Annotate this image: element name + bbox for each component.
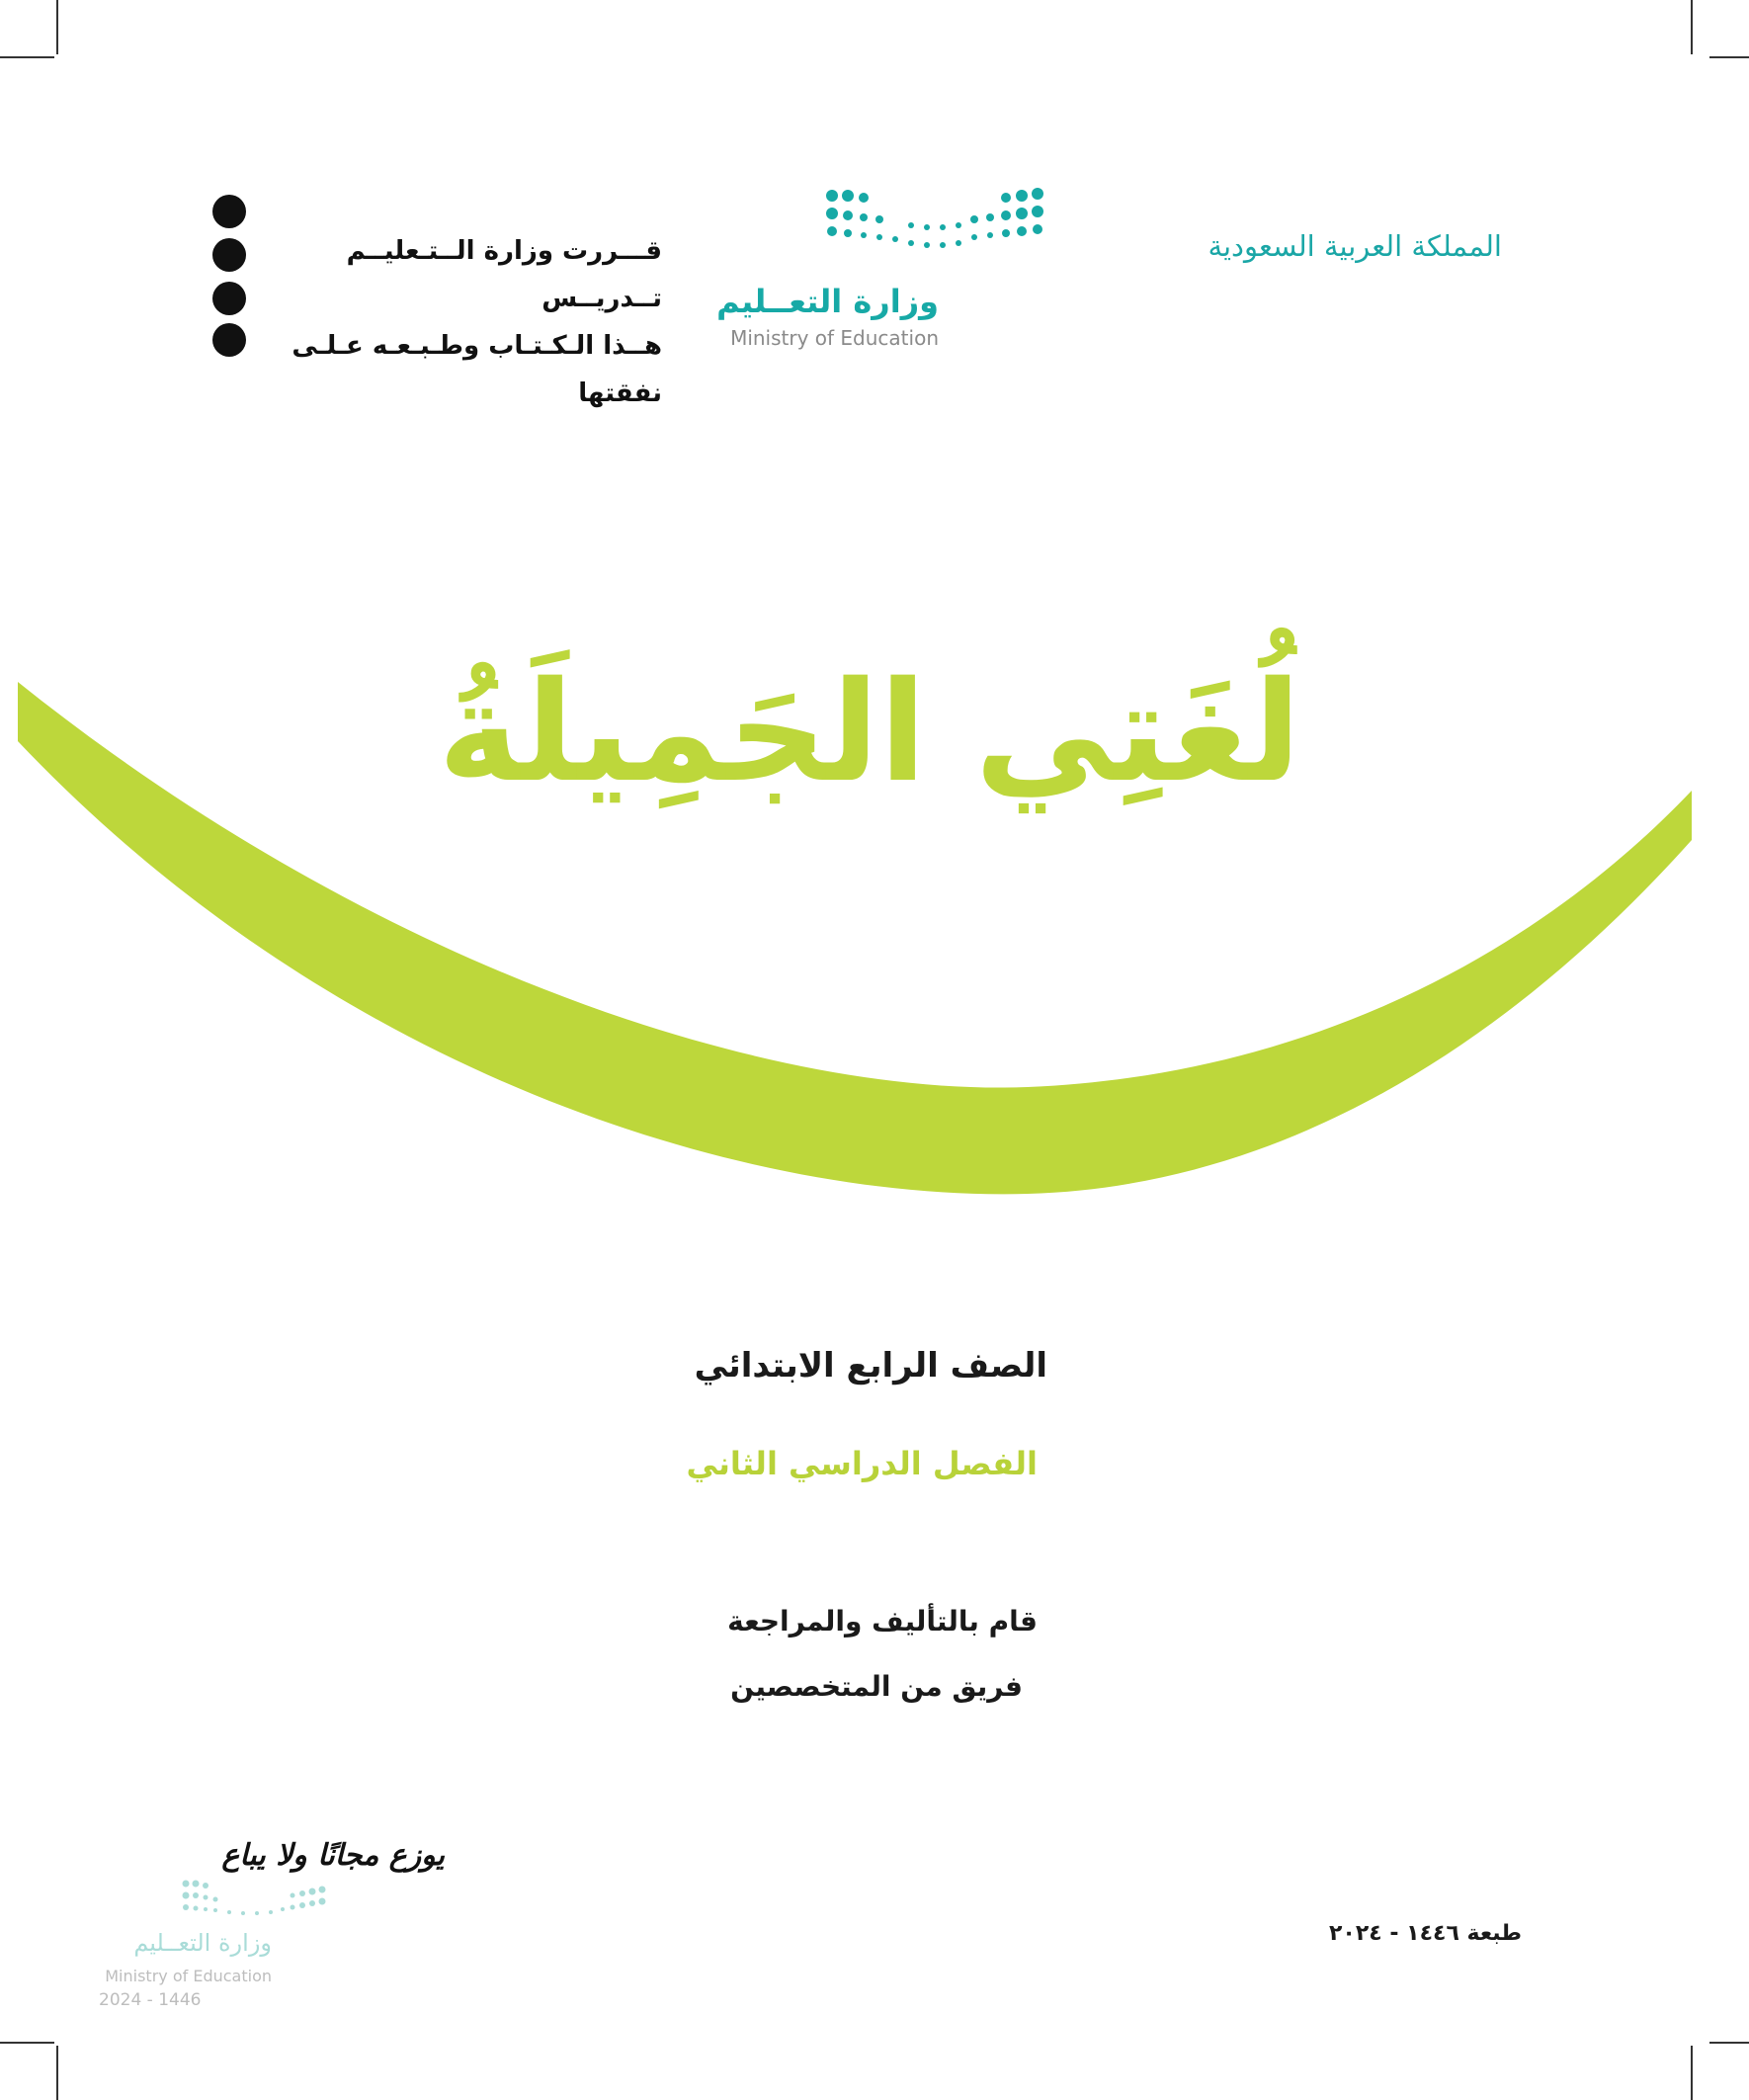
crop-mark-bottom-left-v	[56, 2046, 58, 2100]
authors-line-1: قام بالتأليف والمراجعة	[727, 1605, 1038, 1638]
crop-mark-top-right-h	[1709, 56, 1749, 58]
edition: طبعة ١٤٤٦ - ٢٠٢٤	[1328, 1921, 1522, 1946]
crop-mark-bottom-left-h	[0, 2042, 54, 2044]
crop-mark-bottom-right-h	[1709, 2042, 1749, 2044]
crop-mark-top-left-v	[56, 0, 58, 54]
free-distribution-note: يوزع مجانًا ولا يباع	[221, 1838, 445, 1873]
footer-year: 2024 - 1446	[99, 1990, 202, 2010]
ministry-logo-icon	[820, 186, 1047, 255]
crop-mark-top-right-v	[1691, 0, 1693, 54]
book-title: لُغَتِي الجَمِيلَةُ	[438, 652, 1301, 813]
ministry-name-en: Ministry of Education	[730, 326, 939, 350]
kingdom-name: المملكة العربية السعودية	[1208, 229, 1502, 263]
ministry-logo-small-icon	[180, 1878, 328, 1917]
grade-level: الصف الرابع الابتدائي	[694, 1346, 1047, 1386]
crop-mark-bottom-right-v	[1691, 2046, 1693, 2100]
footer-ministry-name-ar: وزارة التعــليم	[133, 1929, 272, 1957]
authors-line-2: فريق من المتخصصين	[730, 1670, 1023, 1703]
black-dots-icon	[209, 194, 249, 357]
ministry-name-ar: وزارة التعــليم	[716, 283, 939, 320]
semester: الفصل الدراسي الثاني	[686, 1445, 1038, 1482]
decision-line-2: هــذا الـكـتـاب وطـبـعـه عـلـى نفقتها	[292, 331, 662, 408]
footer-ministry-name-en: Ministry of Education	[105, 1967, 272, 1985]
ministry-decision	[237, 227, 662, 417]
crop-mark-top-left-h	[0, 56, 54, 58]
decision-line-1: قـــررت وزارة الــتـعليــم تــدريــس	[346, 236, 662, 313]
